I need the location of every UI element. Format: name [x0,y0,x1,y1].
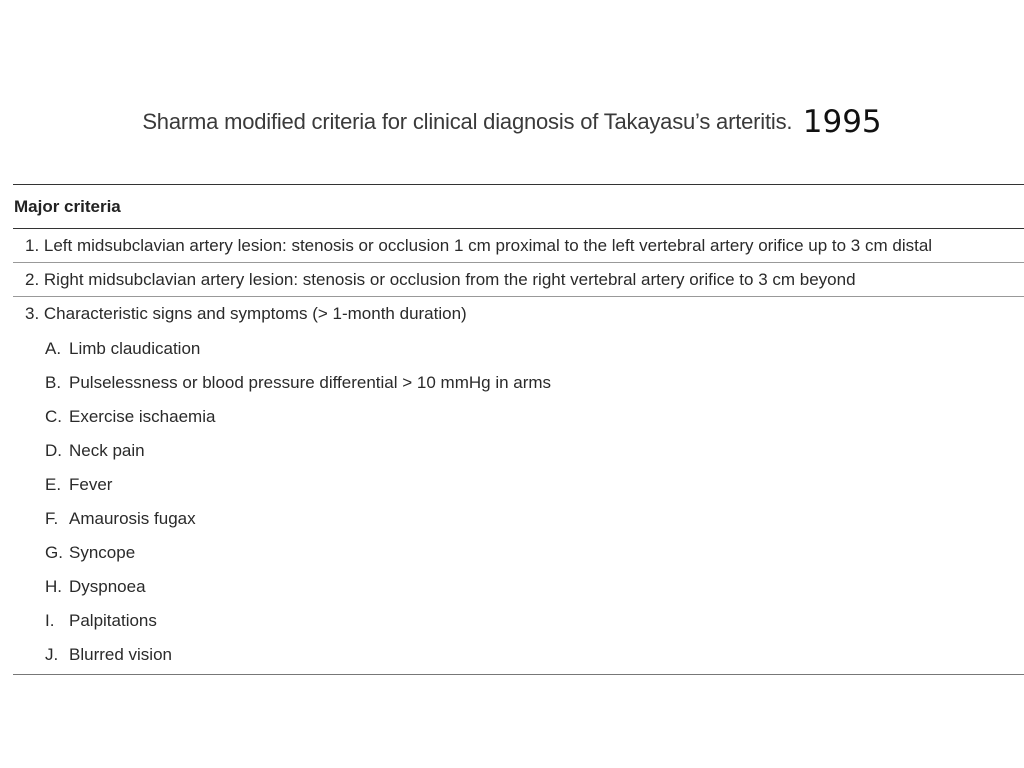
symptom-item [13,400,1024,434]
symptom-item [13,434,1024,468]
symptom-text: Dyspnoea [69,577,146,596]
symptom-letter: J. [45,645,59,664]
symptom-text: Exercise ischaemia [69,407,216,426]
symptom-item [13,536,1024,570]
symptom-letter: I. [45,611,55,630]
symptom-letter: A. [45,339,62,358]
symptom-text: Fever [69,475,113,494]
criterion-3-row: 3. Characteristic signs and symptoms (> 1-month duration) [25,303,467,323]
symptom-text: Palpitations [69,611,157,630]
symptom-letter: D. [45,441,62,460]
symptom-item [13,468,1024,502]
symptom-item [13,604,1024,638]
criterion-1-row: 1. Left midsubclavian artery lesion: stenosis or occlusion 1 cm proximal to the left vertebral artery orifice up to 3 cm distal [13,229,1024,263]
title-year: 1995 [802,104,882,140]
symptom-item [13,638,1024,672]
symptom-letter: H. [45,577,62,596]
slide-title [0,104,1024,140]
criterion-2-row: 2. Right midsubclavian artery lesion: stenosis or occlusion from the right vertebral artery orifice to 3 cm beyond [13,263,1024,297]
symptom-text: Pulselessness or blood pressure differential > 10 mmHg in arms [69,373,552,392]
symptom-text: Blurred vision [69,645,172,664]
symptom-letter: C. [45,407,62,426]
symptom-text: Limb claudication [69,339,201,358]
symptom-text: Amaurosis fugax [69,509,196,528]
symptom-item [13,366,1024,400]
title-text: Sharma modified criteria for clinical diagnosis of Takayasu’s arteritis. [142,109,793,134]
symptom-letter: F. [45,509,59,528]
symptom-text: Syncope [69,543,136,562]
symptom-letter: E. [45,475,62,494]
symptom-text: Neck pain [69,441,145,460]
criteria-table [13,184,1024,675]
symptom-letter: B. [45,373,62,392]
symptom-list [13,330,1024,675]
table-header-major-criteria: Major criteria [13,184,1024,229]
symptom-item [13,332,1024,366]
symptom-letter: G. [45,543,63,562]
symptom-item [13,570,1024,604]
symptom-item [13,502,1024,536]
